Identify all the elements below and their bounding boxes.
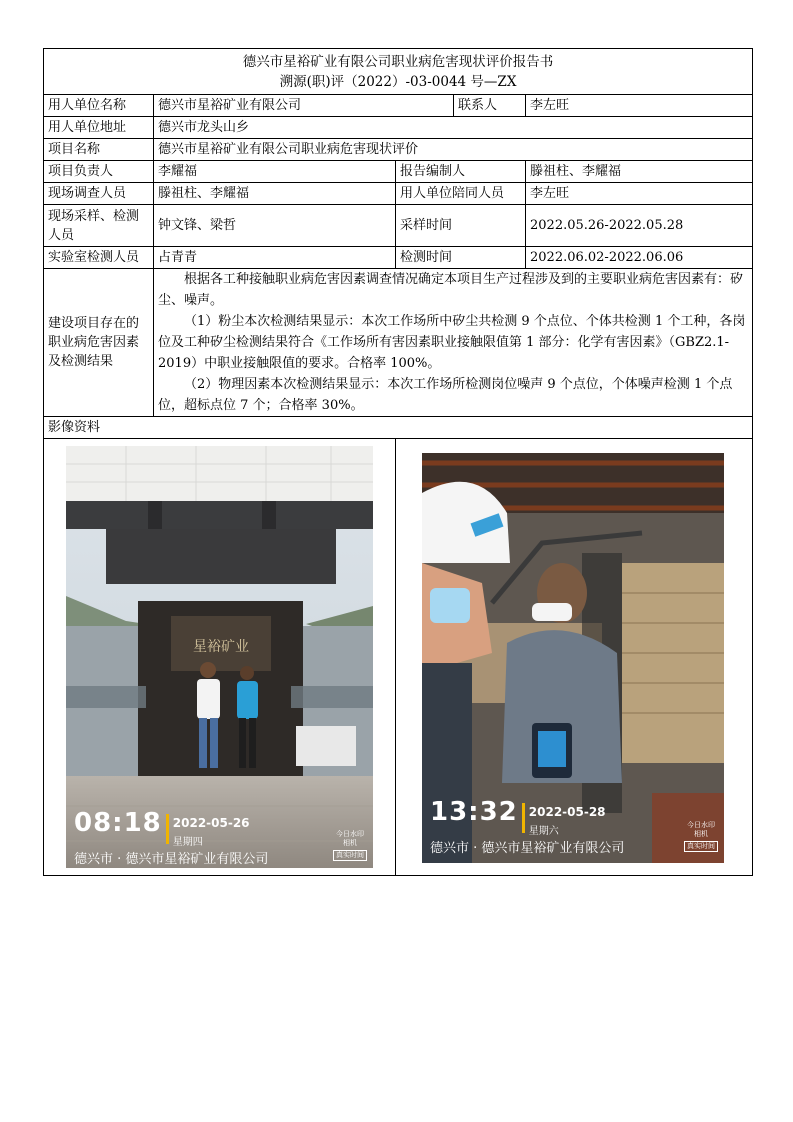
photo2-divider [522,803,525,833]
photo2-camera-badge [684,821,718,852]
employer-value: 德兴市星裕矿业有限公司 [154,95,454,117]
survey-label: 现场调查人员 [44,183,154,205]
entrance-photo [66,446,373,868]
photo2-badge-line3: 真实时间 [684,841,718,852]
address-value: 德兴市龙头山乡 [154,117,753,139]
author-value: 滕祖柱、李耀福 [526,161,753,183]
survey-value: 滕祖柱、李耀福 [154,183,396,205]
factors-noise-result: （2）物理因素本次检测结果显示：本次工作场所检测岗位噪声 9 个点位，个体噪声检测 1 个点位，超标点位 7 个；合格率 30%。 [158,377,733,413]
photo1-weekday: 星期四 [172,837,203,848]
photo1-time: 08:18 [74,808,162,838]
sampling-time-label: 采样时间 [396,205,526,247]
photo1-camera-badge [333,830,367,861]
contact-label: 联系人 [454,95,526,117]
photo2-weekday: 星期六 [528,826,559,837]
photo2-location: 德兴市 · 德兴市星裕矿业有限公司 [430,841,625,856]
escort-label: 用人单位陪同人员 [396,183,526,205]
project-value: 德兴市星裕矿业有限公司职业病危害现状评价 [154,139,753,161]
photo1-location: 德兴市 · 德兴市星裕矿业有限公司 [74,852,269,867]
project-label: 项目名称 [44,139,154,161]
photo1-badge-line2: 相机 [343,839,357,847]
photo2-date: 2022-05-28 [528,805,606,819]
report-number: 溯源(职)评（2022）-03-0044 号—ZX [279,73,517,90]
lab-staff-value: 占青青 [154,247,396,269]
escort-value: 李左旺 [526,183,753,205]
factors-intro: 根据各工种接触职业病危害因素调查情况确定本项目生产过程涉及到的主要职业病危害因素有：矽尘、噪声。 [158,272,744,308]
photo2-badge-line2: 相机 [694,830,708,838]
manager-value: 李耀福 [154,161,396,183]
sampling-time-value: 2022.05.26-2022.05.28 [526,205,753,247]
lab-staff-label: 实验室检测人员 [44,247,154,269]
report-title: 德兴市星裕矿业有限公司职业病危害现状评价报告书 [242,53,554,70]
hazard-factors-label: 建设项目存在的职业病危害因素及检测结果 [44,269,154,417]
employer-label: 用人单位名称 [44,95,154,117]
factors-dust-result: （1）粉尘本次检测结果显示：本次工作场所中矽尘共检测 9 个点位、个体共检测 1 个工种，各岗位及工种矽尘检测结果符合《工作场所有害因素职业接触限值第 1 部分：化学有害因素》（GBZ2.1-2019）中职业接触限值的要求。合格率 100%。 [158,314,746,371]
photo1-badge-line3: 真实时间 [333,850,367,861]
images-label: 影像资料 [44,417,753,439]
address-label: 用人单位地址 [44,117,154,139]
photo2-badge-line1: 今日水印 [687,821,715,829]
photo2-timestamp [430,797,606,841]
sampling-staff-label: 现场采样、检测人员 [44,205,154,247]
test-time-label: 检测时间 [396,247,526,269]
photo-cell-forklift [396,439,753,876]
photo1-date: 2022-05-26 [172,816,250,830]
manager-label: 项目负责人 [44,161,154,183]
author-label: 报告编制人 [396,161,526,183]
report-table [43,48,753,876]
forklift-photo [422,453,724,863]
photo1-divider [166,814,169,844]
report-title-cell [44,49,753,95]
contact-value: 李左旺 [526,95,753,117]
entrance-photo-drawing [66,446,373,868]
photo1-badge-line1: 今日水印 [336,830,364,838]
hazard-factors-description [154,269,753,417]
test-time-value: 2022.06.02-2022.06.06 [526,247,753,269]
sampling-staff-value: 钟文锋、梁哲 [154,205,396,247]
photo1-timestamp [74,808,250,852]
photo-cell-entrance [44,439,396,876]
photo2-time: 13:32 [430,797,518,827]
entrance-sign-text: 星裕矿业 [193,639,249,655]
